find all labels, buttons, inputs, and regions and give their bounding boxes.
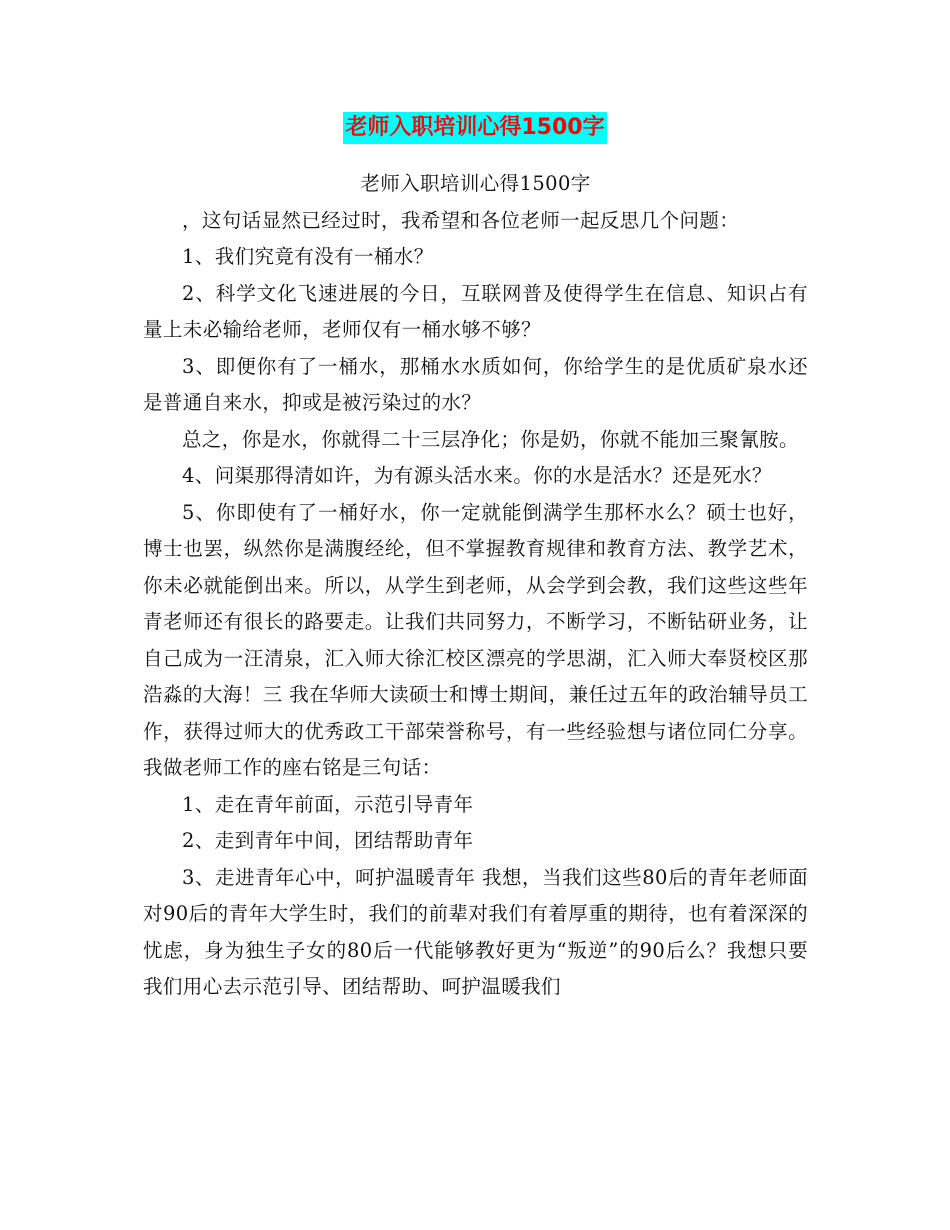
paragraph-summary: 总之，你是水，你就得二十三层净化；你是奶，你就不能加三聚氰胺。 [182, 427, 799, 451]
paragraph-motto-3: 3、走进青年心中，呵护温暖青年 我想，当我们这些80后的青年老师面对90后的青年大学生时，我们的前辈对我们有着厚重的期待，也有着深深的忧虑，身为独生子女的80后一代能够教好更为“叛逆”的90后么？我想只要我们用心去示范引导、团结帮助、呵护温暖我们 [143, 865, 808, 998]
paragraph-question-2: 2、科学文化飞速进展的今日，互联网普及使得学生在信息、知识占有量上未必输给老师，老师仅有一桶水够不够？ [143, 281, 808, 341]
paragraph-question-1: 1、我们究竟有没有一桶水？ [182, 245, 434, 268]
title-wrapper [0, 112, 950, 144]
paragraph-question-5: 5、你即使有了一桶好水，你一定就能倒满学生那杯水么？硕士也好，博士也罢，纵然你是满腹经纶，但不掌握教育规律和教育方法、教学艺术，你未必就能倒出来。所以，从学生到老师，从会学到会教，我们这些这些年青老师还有很长的路要走。让我们共同努力，不断学习，不断钻研业务，让自己成为一汪清泉，汇入师大徐汇校区漂亮的学思湖，汇入师大奉贤校区那浩淼的大海！三 我在华师大读硕士和博士期间，兼任过五年的政治辅导员工作，获得过师大的优秀政工干部荣誉称号，有一些经验想与诸位同仁分享。我做老师工作的座右铭是三句话： [143, 500, 808, 779]
paragraph-intro: ，这句话显然已经过时，我希望和各位老师一起反思几个问题： [182, 208, 740, 232]
document-title: 老师入职培训心得1500字 [343, 112, 606, 144]
paragraph-motto-2: 2、走到青年中间，团结帮助青年 [182, 829, 474, 852]
paragraph-question-3: 3、即便你有了一桶水，那桶水水质如何，你给学生的是优质矿泉水还是普通自来水，抑或是被污染过的水？ [143, 354, 808, 414]
document-body [143, 166, 808, 1006]
paragraph-question-4: 4、问渠那得清如许，为有源头活水来。你的水是活水？还是死水？ [182, 464, 772, 487]
document-subtitle: 老师入职培训心得1500字 [360, 172, 591, 195]
paragraph-motto-1: 1、走在青年前面，示范引导青年 [182, 792, 474, 816]
